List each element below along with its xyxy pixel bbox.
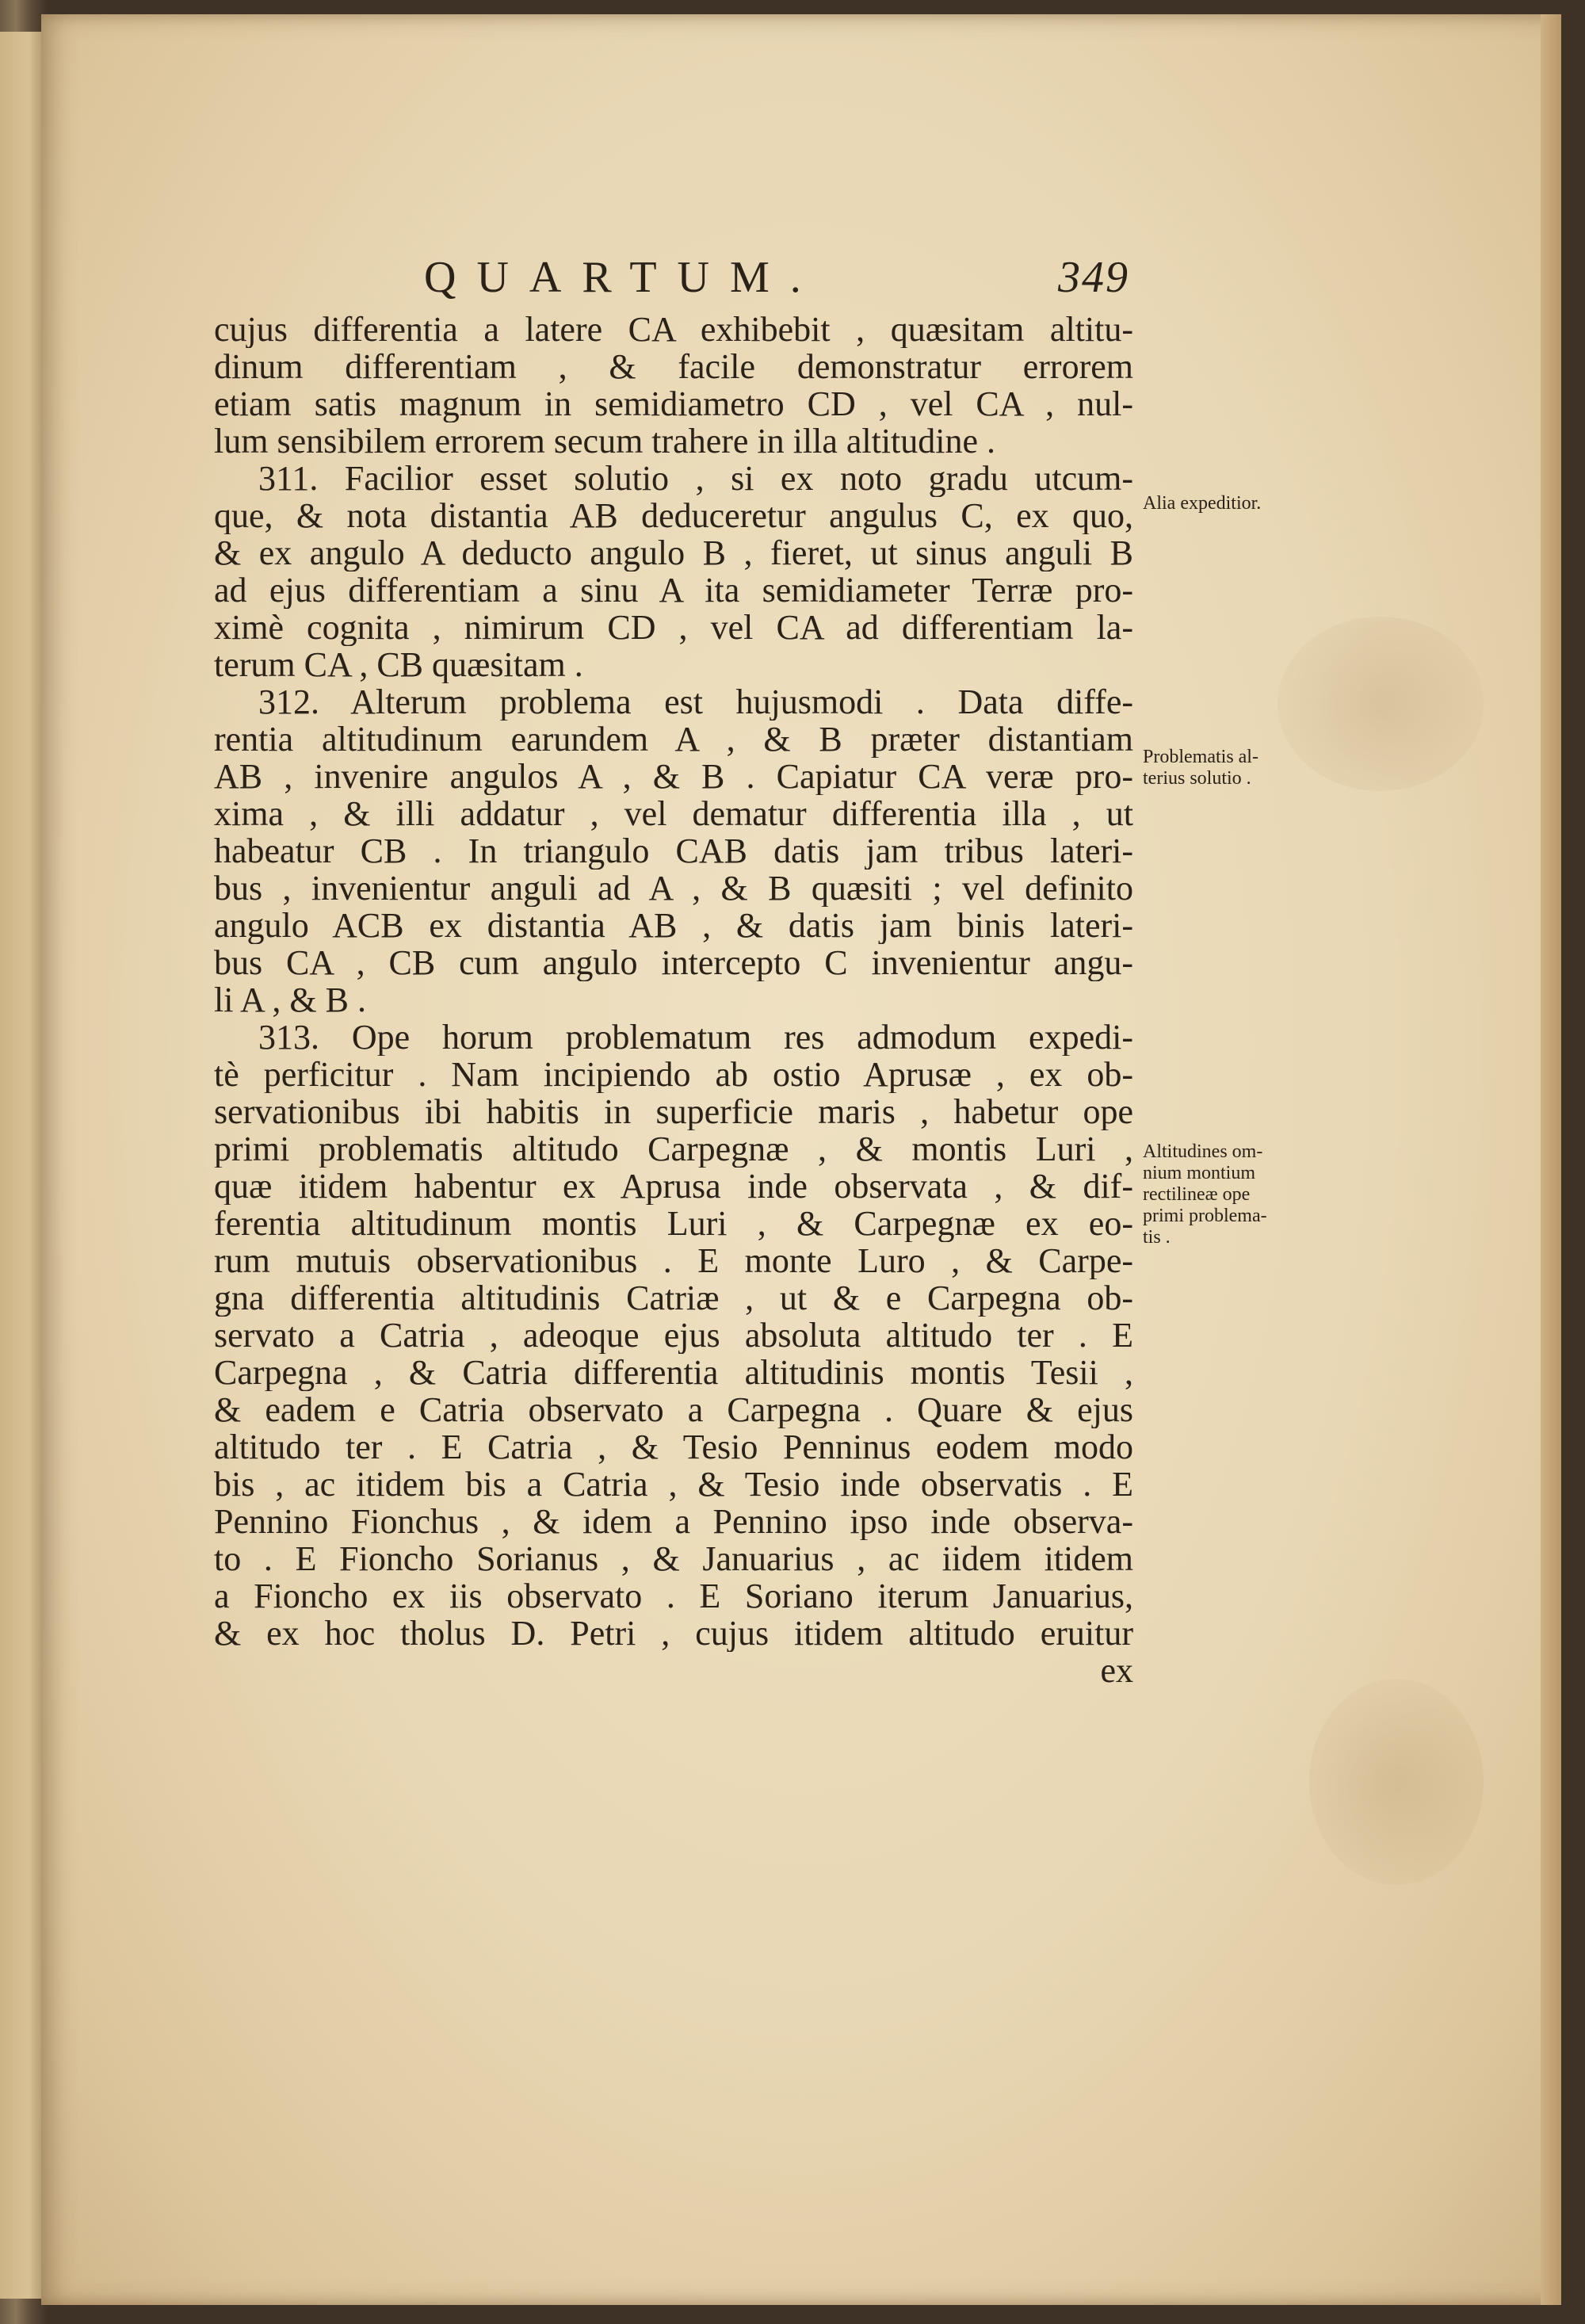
text-line: & ex hoc tholus D. Petri , cujus itidem altitudo eruitur	[214, 1615, 1133, 1652]
text-line: bus CA , CB cum angulo intercepto C invenientur angu-	[214, 944, 1133, 981]
paragraph-312-line: 312. Alterum problema est hujusmodi . Data diffe-	[258, 683, 1133, 721]
page-number: 349	[1058, 253, 1129, 302]
text-line: Carpegna , & Catria differentia altitudinis montis Tesii ,	[214, 1354, 1133, 1391]
running-title: QUARTUM.	[424, 253, 822, 302]
margin-note-line: Alia expeditior.	[1143, 493, 1262, 514]
text-line: AB , invenire angulos A , & B . Capiatur CA veræ pro-	[214, 758, 1133, 795]
text-line: bis , ac itidem bis a Catria , & Tesio inde observatis . E	[214, 1466, 1133, 1503]
margin-note-line: tis .	[1143, 1227, 1171, 1248]
text-line: cujus differentia a latere CA exhibebit , quæsitam altitu-	[214, 311, 1133, 348]
text-line: ad ejus differentiam a sinu A ita semidiameter Terræ pro-	[214, 571, 1133, 609]
page-fore-edge	[1541, 14, 1561, 2305]
previous-page-edge	[0, 32, 48, 2299]
paragraph-311-line: 311. Facilior esset solutio , si ex noto gradu utcum-	[258, 460, 1133, 497]
margin-note-line: Problematis al-	[1143, 747, 1258, 767]
text-line: quæ itidem habentur ex Aprusa inde observata , & dif-	[214, 1168, 1133, 1205]
margin-note-line: terius solutio .	[1143, 768, 1251, 789]
text-line: lum sensibilem errorem secum trahere in illa altitudine .	[214, 422, 996, 460]
text-line: servato a Catria , adeoque ejus absoluta altitudo ter . E	[214, 1317, 1133, 1354]
text-line: gna differentia altitudinis Catriæ , ut & e Carpegna ob-	[214, 1279, 1133, 1317]
text-line: tè perficitur . Nam incipiendo ab ostio Aprusæ , ex ob-	[214, 1056, 1133, 1093]
catchword: ex	[1100, 1651, 1133, 1690]
text-line: etiam satis magnum in semidiametro CD , vel CA , nul-	[214, 385, 1133, 422]
text-line: servationibus ibi habitis in superficie maris , habetur ope	[214, 1093, 1133, 1130]
text-line: angulo ACB ex distantia AB , & datis jam binis lateri-	[214, 907, 1133, 944]
text-line: Pennino Fionchus , & idem a Pennino ipso inde observa-	[214, 1503, 1133, 1540]
margin-note-problematis	[1143, 747, 1341, 789]
text-line: altitudo ter . E Catria , & Tesio Penninus eodem modo	[214, 1428, 1133, 1466]
text-line: terum CA , CB quæsitam .	[214, 646, 583, 683]
margin-note-line: primi problema-	[1143, 1206, 1267, 1226]
text-line: & eadem e Catria observato a Carpegna . Quare & ejus	[214, 1391, 1133, 1428]
text-line: ferentia altitudinum montis Luri , & Carpegnæ ex eo-	[214, 1205, 1133, 1242]
paragraph-313-line: 313. Ope horum problematum res admodum expedi-	[258, 1019, 1133, 1056]
text-line: a Fioncho ex iis observato . E Soriano iterum Januarius,	[214, 1577, 1133, 1615]
text-line: rum mutuis observationibus . E monte Luro , & Carpe-	[214, 1242, 1133, 1279]
text-line: primi problematis altitudo Carpegnæ , & montis Luri ,	[214, 1130, 1133, 1168]
text-line: rentia altitudinum earundem A , & B præter distantiam	[214, 721, 1133, 758]
text-line: ximè cognita , nimirum CD , vel CA ad differentiam la-	[214, 609, 1133, 646]
text-line: xima , & illi addatur , vel dematur differentia illa , ut	[214, 795, 1133, 832]
text-line: dinum differentiam , & facile demonstratur errorem	[214, 348, 1133, 385]
text-line: habeatur CB . In triangulo CAB datis jam tribus lateri-	[214, 832, 1133, 870]
margin-note-altitudines	[1143, 1141, 1341, 1248]
margin-note-line: Altitudines om-	[1143, 1141, 1263, 1162]
text-line: li A , & B .	[214, 981, 366, 1019]
margin-note-line: nium montium	[1143, 1163, 1256, 1183]
running-head	[424, 252, 1137, 315]
margin-note-alia	[1143, 493, 1341, 514]
text-line: to . E Fioncho Sorianus , & Januarius , ac iidem itidem	[214, 1540, 1133, 1577]
text-line: bus , invenientur anguli ad A , & B quæsiti ; vel definito	[214, 870, 1133, 907]
foxing-stain	[1309, 1679, 1484, 1885]
margin-note-line: rectilineæ ope	[1143, 1184, 1251, 1205]
text-line: que, & nota distantia AB deduceretur angulus C, ex quo,	[214, 497, 1133, 534]
text-line: & ex angulo A deducto angulo B , fieret, ut sinus anguli B	[214, 534, 1133, 571]
body-text	[214, 311, 1133, 1689]
